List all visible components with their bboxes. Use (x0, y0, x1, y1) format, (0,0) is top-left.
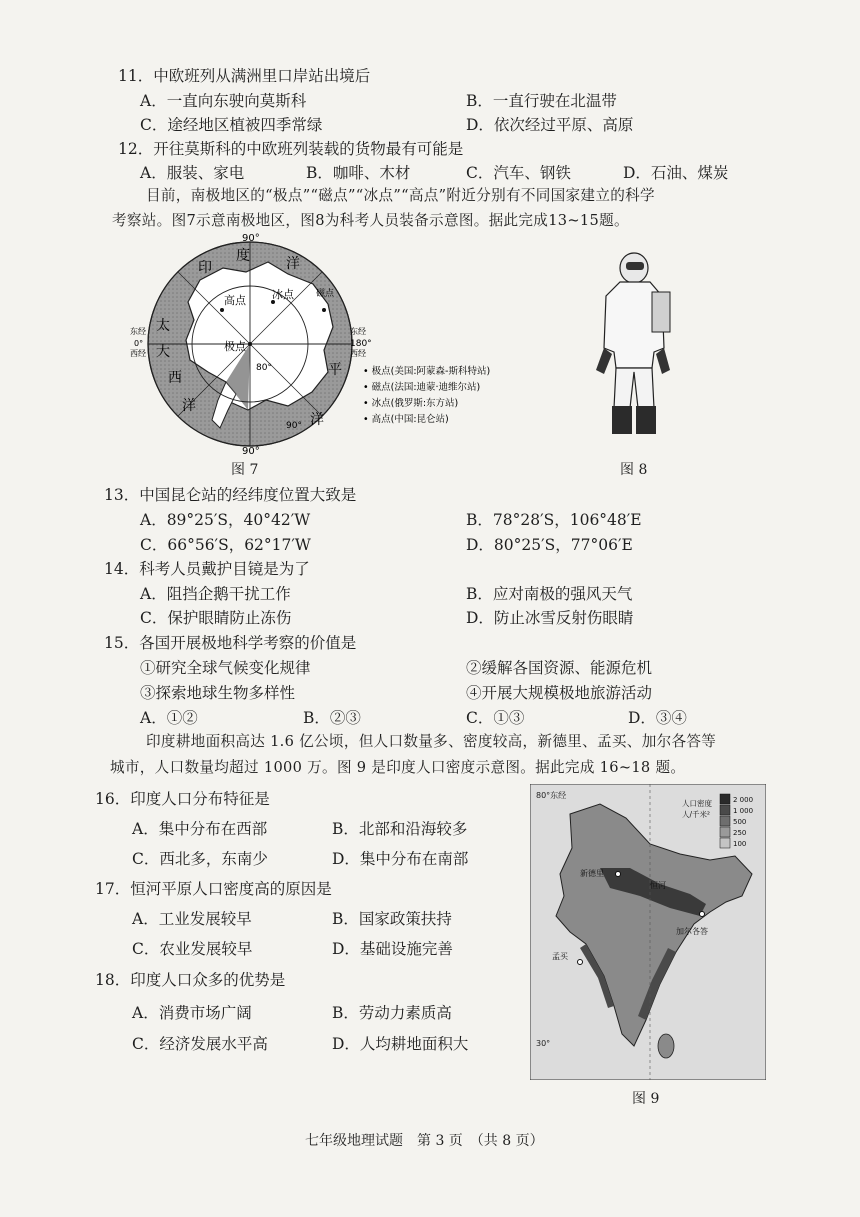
lon-180: 180° (350, 339, 372, 349)
legend-title-line2: 人/千米² (682, 810, 711, 819)
east-label: 东经 (130, 327, 146, 336)
legend-value: 100 (733, 840, 747, 848)
legend-ice: • 冰点(俄罗斯:东方站) (363, 398, 459, 409)
right-boot (636, 406, 656, 434)
question-17-stem: 17．恒河平原人口密度高的原因是 (95, 880, 332, 898)
figure-9-caption: 图 9 (632, 1091, 660, 1107)
legend-high: • 高点(中国:昆仑站) (363, 414, 449, 425)
ocean-char-6: 洋 (310, 412, 324, 428)
lat-80-label: 80° (256, 363, 272, 373)
ocean-char-2: 度 (236, 248, 250, 264)
q14-option-a: A．阻挡企鹅干扰工作 (140, 585, 291, 603)
ganges-label: 恒河 (650, 881, 666, 890)
question-18-stem: 18．印度人口众多的优势是 (95, 971, 286, 989)
legend-value: 250 (733, 829, 747, 837)
ocean-char-3: 洋 (286, 256, 300, 272)
q16-option-c: C．西北多，东南少 (132, 850, 268, 868)
ocean-char-1: 印 (198, 260, 212, 276)
ice-point-label: 冰点 (272, 288, 294, 301)
q15-option-b: B．②③ (303, 709, 361, 727)
q17-option-c: C．农业发展较早 (132, 940, 253, 958)
zero-label: 0° (134, 339, 144, 348)
legend-swatch (720, 794, 730, 804)
q15-statement-4: ④开展大规模极地旅游活动 (466, 684, 653, 702)
question-15-stem: 15．各国开展极地科学考察的价值是 (104, 634, 357, 652)
lat-30-label: 30° (536, 1039, 551, 1048)
intro-13-15-line2: 考察站。图7示意南极地区，图8为科考人员装备示意图。据此完成13~15题。 (112, 212, 629, 229)
left-glove (596, 348, 612, 374)
west-label: 西经 (130, 349, 146, 358)
q11-option-c: C．途经地区植被四季常绿 (140, 116, 323, 134)
city-mumbai: 孟买 (552, 952, 568, 961)
q15-statement-3: ③探索地球生物多样性 (140, 684, 296, 702)
q17-option-a: A．工业发展较早 (132, 910, 252, 928)
legend-value: 500 (733, 818, 747, 826)
top-longitude-label: 80°东经 (536, 791, 567, 800)
high-point-label: 高点 (224, 294, 246, 307)
legend-swatch (720, 816, 730, 826)
q16-option-a: A．集中分布在西部 (132, 820, 268, 838)
q11-option-b: B．一直行驶在北温带 (466, 92, 617, 110)
legend-title-line1: 人口密度 (682, 799, 712, 808)
intro-16-18-line1: 印度耕地面积高达 1.6 亿公顷，但人口数量多、密度较高，新德里、孟买、加尔各答等 (146, 733, 717, 750)
q13-option-b: B．78°28′S，106°48′E (466, 511, 642, 529)
sri-lanka (658, 1034, 674, 1058)
west-label-right: 西经 (350, 349, 366, 358)
page-footer: 七年级地理试题 第 3 页 （共 8 页） (305, 1133, 544, 1149)
q15-option-c: C．①③ (466, 709, 525, 727)
q17-option-b: B．国家政策扶持 (332, 910, 452, 928)
intro-16-18-line2: 城市，人口数量均超过 1000 万。图 9 是印度人口密度示意图。据此完成 16~18 题。 (110, 759, 686, 776)
trousers (614, 368, 654, 408)
city-kolkata: 加尔各答 (676, 927, 708, 936)
east-label-right: 东经 (350, 327, 366, 336)
intro-13-15-line1: 目前，南极地区的“极点”“磁点”“冰点”“高点”附近分别有不同国家建立的科学 (146, 187, 655, 204)
q12-option-b: B．咖啡、木材 (306, 164, 411, 182)
left-boot (612, 406, 632, 434)
question-12-stem: 12．开往莫斯科的中欧班列装载的货物最有可能是 (118, 140, 464, 158)
legend-swatch (720, 838, 730, 848)
goggles-icon (626, 262, 644, 270)
legend-pole: • 极点(美国:阿蒙森-斯科特站) (363, 366, 491, 377)
q11-option-a: A．一直向东驶向莫斯科 (140, 92, 307, 110)
legend-value: 2 000 (733, 796, 754, 804)
legend-swatch (720, 805, 730, 815)
question-14-stem: 14．科考人员戴护目镜是为了 (104, 560, 310, 578)
lat-90-bottom: 90° (242, 446, 260, 454)
legend-value: 1 000 (733, 807, 754, 815)
q16-option-b: B．北部和沿海较多 (332, 820, 468, 838)
q13-option-d: D．80°25′S，77°06′E (466, 536, 633, 554)
question-16-stem: 16．印度人口分布特征是 (95, 790, 270, 808)
figure-8-caption: 图 8 (620, 462, 648, 478)
q18-option-d: D．人均耕地面积大 (332, 1035, 469, 1053)
figure-8-researcher-illustration (590, 248, 690, 444)
q13-option-a: A．89°25′S，40°42′W (140, 511, 311, 529)
q15-option-d: D．③④ (628, 709, 687, 727)
backpack (652, 292, 670, 332)
legend-magnetic: • 磁点(法国:迪蒙·迪维尔站) (363, 382, 481, 393)
q18-option-a: A．消费市场广阔 (132, 1004, 252, 1022)
ocean-char-8: 西 (168, 370, 182, 386)
q13-option-c: C．66°56′S，62°17′W (140, 536, 311, 554)
q12-option-c: C．汽车、钢铁 (466, 164, 571, 182)
ocean-char-7: 大 (156, 344, 170, 360)
legend-swatch (720, 827, 730, 837)
q15-option-a: A．①② (140, 709, 198, 727)
figure-7-antarctica-map (128, 232, 538, 454)
magnetic-point-label: 磁点 (316, 289, 335, 299)
right-glove (656, 348, 670, 374)
figure-7-caption: 图 7 (231, 462, 259, 478)
q14-option-d: D．防止冰雪反射伤眼睛 (466, 609, 634, 627)
lat-90-top: 90° (242, 233, 260, 244)
ocean-char-5: 平 (328, 362, 342, 378)
q14-option-b: B．应对南极的强风天气 (466, 585, 633, 603)
ocean-char-4: 太 (156, 318, 170, 334)
q14-option-c: C．保护眼睛防止冻伤 (140, 609, 292, 627)
q18-option-c: C．经济发展水平高 (132, 1035, 268, 1053)
q12-option-d: D．石油、煤炭 (623, 164, 729, 182)
question-11-stem: 11．中欧班列从满洲里口岸站出境后 (118, 67, 371, 85)
q12-option-a: A．服装、家电 (140, 164, 245, 182)
q18-option-b: B．劳动力素质高 (332, 1004, 452, 1022)
pole-label: 极点 (224, 340, 246, 353)
q15-statement-1: ①研究全球气候变化规律 (140, 659, 311, 677)
ocean-char-9: 洋 (182, 398, 196, 414)
q15-statement-2: ②缓解各国资源、能源危机 (466, 659, 653, 677)
question-13-stem: 13．中国昆仑站的经纬度位置大致是 (104, 486, 357, 504)
figure-9-india-map (530, 784, 766, 1080)
q17-option-d: D．基础设施完善 (332, 940, 453, 958)
city-new-delhi: 新德里 (580, 869, 604, 878)
q11-option-d: D．依次经过平原、高原 (466, 116, 634, 134)
q16-option-d: D．集中分布在南部 (332, 850, 469, 868)
lon-90-label: 90° (286, 421, 302, 431)
